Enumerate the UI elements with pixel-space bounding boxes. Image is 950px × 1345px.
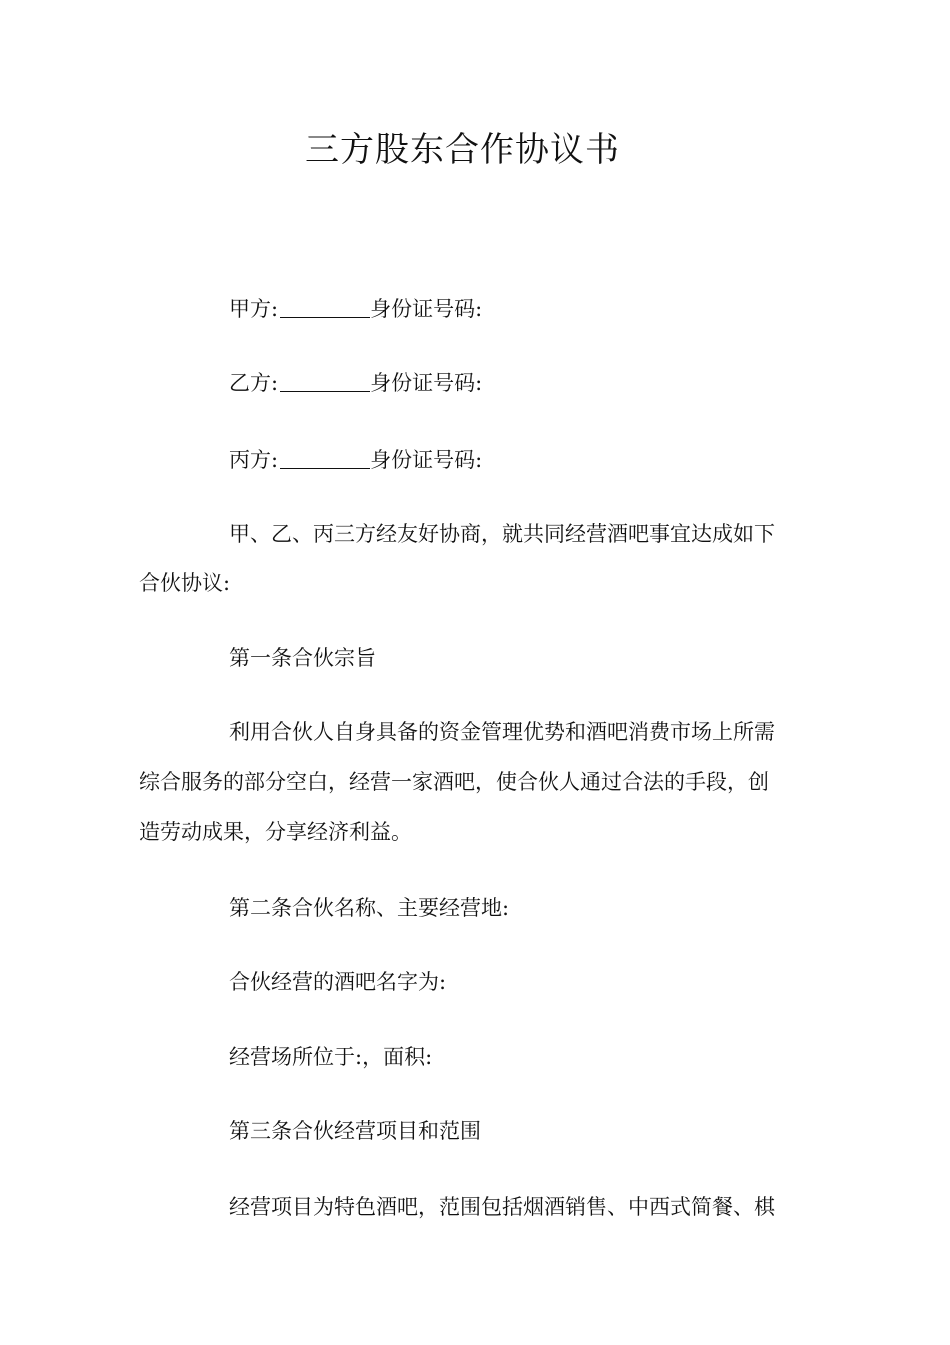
article1-line-2: 综合服务的部分空白，经营一家酒吧，使合伙人通过合法的手段，创: [139, 770, 769, 794]
article3-heading: 第三条合伙经营项目和范围: [229, 1119, 481, 1143]
article1-heading: 第一条合伙宗旨: [229, 646, 376, 670]
article3-line-1: 经营项目为特色酒吧，范围包括烟酒销售、中西式简餐、棋: [229, 1195, 775, 1219]
party-b-name-blank: [280, 371, 370, 392]
article2-location-line: 经营场所位于:，面积:: [229, 1045, 433, 1069]
intro-line-2: 合伙协议:: [139, 571, 231, 595]
document-title: 三方股东合作协议书: [305, 130, 620, 170]
party-c-line: [229, 445, 482, 475]
party-c-id-label: 身份证号码:: [370, 448, 483, 472]
party-a-line: [229, 294, 482, 324]
party-b-line: [229, 368, 482, 398]
party-b-label: 乙方:: [229, 371, 279, 395]
article2-heading: 第二条合伙名称、主要经营地:: [229, 896, 510, 920]
party-a-id-label: 身份证号码:: [370, 297, 483, 321]
article1-line-1: 利用合伙人自身具备的资金管理优势和酒吧消费市场上所需: [229, 720, 775, 744]
intro-line-1: 甲、乙、丙三方经友好协商，就共同经营酒吧事宜达成如下: [229, 522, 775, 546]
party-a-label: 甲方:: [229, 297, 279, 321]
party-c-label: 丙方:: [229, 448, 279, 472]
party-c-name-blank: [280, 448, 370, 469]
article2-name-line: 合伙经营的酒吧名字为:: [229, 970, 447, 994]
party-b-id-label: 身份证号码:: [370, 371, 483, 395]
article1-line-3: 造劳动成果，分享经济利益。: [139, 820, 412, 844]
party-a-name-blank: [280, 297, 370, 318]
